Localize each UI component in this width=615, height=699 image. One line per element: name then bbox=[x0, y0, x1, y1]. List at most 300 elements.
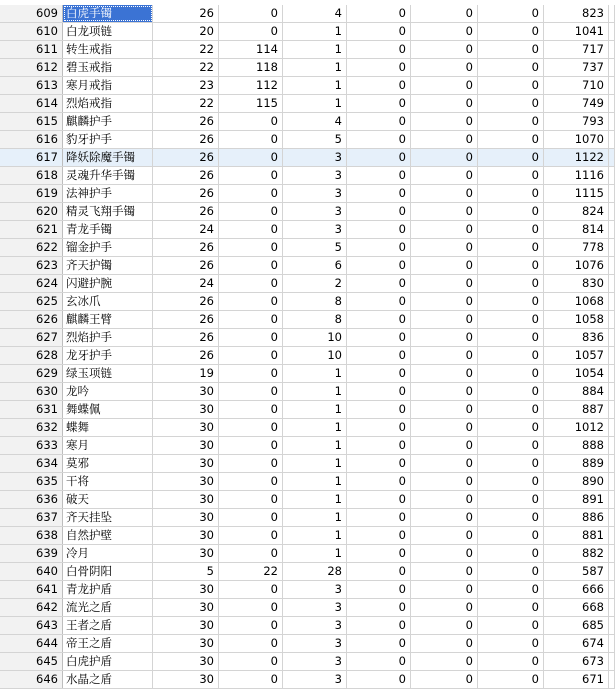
col-5-cell[interactable]: 8 bbox=[283, 311, 347, 328]
table-row[interactable] bbox=[0, 347, 615, 365]
table-row[interactable] bbox=[0, 329, 615, 347]
name-cell[interactable]: 麒麟王臂 bbox=[63, 311, 153, 328]
col-4-cell[interactable]: 0 bbox=[219, 221, 283, 238]
col-6-cell[interactable]: 0 bbox=[347, 509, 411, 526]
col-5-cell[interactable]: 1 bbox=[283, 527, 347, 544]
col-7-cell[interactable]: 0 bbox=[411, 5, 478, 22]
col-8-cell[interactable]: 0 bbox=[478, 5, 544, 22]
col-3-cell[interactable]: 26 bbox=[153, 347, 219, 364]
col-6-cell[interactable]: 0 bbox=[347, 113, 411, 130]
row-number-cell[interactable]: 615 bbox=[0, 113, 63, 130]
col-5-cell[interactable]: 8 bbox=[283, 293, 347, 310]
col-9-cell[interactable]: 830 bbox=[544, 275, 609, 292]
col-5-cell[interactable]: 4 bbox=[283, 113, 347, 130]
row-number-cell[interactable]: 637 bbox=[0, 509, 63, 526]
col-3-cell[interactable]: 26 bbox=[153, 185, 219, 202]
col-3-cell[interactable]: 20 bbox=[153, 23, 219, 40]
col-9-cell[interactable]: 824 bbox=[544, 203, 609, 220]
col-6-cell[interactable]: 0 bbox=[347, 455, 411, 472]
col-7-cell[interactable]: 0 bbox=[411, 329, 478, 346]
col-8-cell[interactable]: 0 bbox=[478, 635, 544, 652]
col-8-cell[interactable]: 0 bbox=[478, 149, 544, 166]
name-cell[interactable]: 白龙项链 bbox=[63, 23, 153, 40]
col-9-cell[interactable]: 737 bbox=[544, 59, 609, 76]
col-5-cell[interactable]: 3 bbox=[283, 653, 347, 670]
col-8-cell[interactable]: 0 bbox=[478, 509, 544, 526]
col-6-cell[interactable]: 0 bbox=[347, 365, 411, 382]
col-9-cell[interactable]: 1122 bbox=[544, 149, 609, 166]
col-6-cell[interactable]: 0 bbox=[347, 437, 411, 454]
col-3-cell[interactable]: 26 bbox=[153, 329, 219, 346]
col-8-cell[interactable]: 0 bbox=[478, 599, 544, 616]
col-6-cell[interactable]: 0 bbox=[347, 347, 411, 364]
col-3-cell[interactable]: 26 bbox=[153, 257, 219, 274]
col-5-cell[interactable]: 1 bbox=[283, 383, 347, 400]
col-8-cell[interactable]: 0 bbox=[478, 653, 544, 670]
row-number-cell[interactable]: 632 bbox=[0, 419, 63, 436]
col-7-cell[interactable]: 0 bbox=[411, 509, 478, 526]
col-8-cell[interactable]: 0 bbox=[478, 185, 544, 202]
col-5-cell[interactable]: 10 bbox=[283, 329, 347, 346]
row-number-cell[interactable]: 628 bbox=[0, 347, 63, 364]
name-cell[interactable]: 齐天护镯 bbox=[63, 257, 153, 274]
col-6-cell[interactable]: 0 bbox=[347, 185, 411, 202]
col-4-cell[interactable]: 0 bbox=[219, 293, 283, 310]
col-4-cell[interactable]: 0 bbox=[219, 167, 283, 184]
col-6-cell[interactable]: 0 bbox=[347, 545, 411, 562]
name-cell[interactable]: 青龙护盾 bbox=[63, 581, 153, 598]
col-4-cell[interactable]: 112 bbox=[219, 77, 283, 94]
col-5-cell[interactable]: 1 bbox=[283, 437, 347, 454]
col-4-cell[interactable]: 0 bbox=[219, 671, 283, 688]
name-cell[interactable]: 王者之盾 bbox=[63, 617, 153, 634]
col-3-cell[interactable]: 26 bbox=[153, 239, 219, 256]
col-9-cell[interactable]: 823 bbox=[544, 5, 609, 22]
col-8-cell[interactable]: 0 bbox=[478, 545, 544, 562]
col-5-cell[interactable]: 3 bbox=[283, 617, 347, 634]
col-3-cell[interactable]: 30 bbox=[153, 473, 219, 490]
col-4-cell[interactable]: 115 bbox=[219, 95, 283, 112]
col-9-cell[interactable]: 887 bbox=[544, 401, 609, 418]
col-8-cell[interactable]: 0 bbox=[478, 275, 544, 292]
col-8-cell[interactable]: 0 bbox=[478, 383, 544, 400]
col-3-cell[interactable]: 24 bbox=[153, 275, 219, 292]
table-row[interactable] bbox=[0, 419, 615, 437]
col-7-cell[interactable]: 0 bbox=[411, 671, 478, 688]
col-6-cell[interactable]: 0 bbox=[347, 401, 411, 418]
col-7-cell[interactable]: 0 bbox=[411, 581, 478, 598]
col-7-cell[interactable]: 0 bbox=[411, 131, 478, 148]
col-4-cell[interactable]: 0 bbox=[219, 419, 283, 436]
col-3-cell[interactable]: 30 bbox=[153, 509, 219, 526]
table-row[interactable] bbox=[0, 113, 615, 131]
name-cell[interactable]: 自然护壁 bbox=[63, 527, 153, 544]
col-4-cell[interactable]: 0 bbox=[219, 635, 283, 652]
table-row[interactable] bbox=[0, 221, 615, 239]
name-cell[interactable]: 舞蝶佩 bbox=[63, 401, 153, 418]
col-8-cell[interactable]: 0 bbox=[478, 527, 544, 544]
col-5-cell[interactable]: 1 bbox=[283, 545, 347, 562]
name-cell[interactable]: 白虎护盾 bbox=[63, 653, 153, 670]
col-6-cell[interactable]: 0 bbox=[347, 221, 411, 238]
col-8-cell[interactable]: 0 bbox=[478, 257, 544, 274]
row-number-cell[interactable]: 622 bbox=[0, 239, 63, 256]
name-cell[interactable]: 烈焰护手 bbox=[63, 329, 153, 346]
col-8-cell[interactable]: 0 bbox=[478, 95, 544, 112]
col-9-cell[interactable]: 1058 bbox=[544, 311, 609, 328]
col-4-cell[interactable]: 114 bbox=[219, 41, 283, 58]
name-cell[interactable]: 齐天挂坠 bbox=[63, 509, 153, 526]
name-cell[interactable]: 碧玉戒指 bbox=[63, 59, 153, 76]
col-6-cell[interactable]: 0 bbox=[347, 131, 411, 148]
col-3-cell[interactable]: 26 bbox=[153, 131, 219, 148]
col-9-cell[interactable]: 889 bbox=[544, 455, 609, 472]
col-5-cell[interactable]: 1 bbox=[283, 491, 347, 508]
col-9-cell[interactable]: 778 bbox=[544, 239, 609, 256]
row-number-cell[interactable]: 638 bbox=[0, 527, 63, 544]
col-5-cell[interactable]: 3 bbox=[283, 635, 347, 652]
col-4-cell[interactable]: 0 bbox=[219, 203, 283, 220]
col-6-cell[interactable]: 0 bbox=[347, 635, 411, 652]
col-8-cell[interactable]: 0 bbox=[478, 167, 544, 184]
table-row[interactable] bbox=[0, 455, 615, 473]
col-7-cell[interactable]: 0 bbox=[411, 617, 478, 634]
col-3-cell[interactable]: 5 bbox=[153, 563, 219, 580]
name-cell[interactable]: 转生戒指 bbox=[63, 41, 153, 58]
name-cell[interactable]: 闪避护腕 bbox=[63, 275, 153, 292]
col-8-cell[interactable]: 0 bbox=[478, 23, 544, 40]
col-3-cell[interactable]: 24 bbox=[153, 221, 219, 238]
col-9-cell[interactable]: 666 bbox=[544, 581, 609, 598]
col-5-cell[interactable]: 3 bbox=[283, 599, 347, 616]
col-8-cell[interactable]: 0 bbox=[478, 77, 544, 94]
col-9-cell[interactable]: 1057 bbox=[544, 347, 609, 364]
name-cell[interactable]: 莫邪 bbox=[63, 455, 153, 472]
col-4-cell[interactable]: 0 bbox=[219, 185, 283, 202]
col-8-cell[interactable]: 0 bbox=[478, 563, 544, 580]
row-number-cell[interactable]: 630 bbox=[0, 383, 63, 400]
col-7-cell[interactable]: 0 bbox=[411, 23, 478, 40]
row-number-cell[interactable]: 629 bbox=[0, 365, 63, 382]
col-7-cell[interactable]: 0 bbox=[411, 473, 478, 490]
name-cell[interactable]: 破天 bbox=[63, 491, 153, 508]
col-9-cell[interactable]: 884 bbox=[544, 383, 609, 400]
col-7-cell[interactable]: 0 bbox=[411, 275, 478, 292]
col-6-cell[interactable]: 0 bbox=[347, 293, 411, 310]
table-row[interactable] bbox=[0, 545, 615, 563]
col-5-cell[interactable]: 3 bbox=[283, 185, 347, 202]
col-7-cell[interactable]: 0 bbox=[411, 599, 478, 616]
name-cell[interactable]: 降妖除魔手镯 bbox=[63, 149, 153, 166]
col-7-cell[interactable]: 0 bbox=[411, 167, 478, 184]
col-5-cell[interactable]: 3 bbox=[283, 149, 347, 166]
col-9-cell[interactable]: 882 bbox=[544, 545, 609, 562]
table-row[interactable] bbox=[0, 401, 615, 419]
col-6-cell[interactable]: 0 bbox=[347, 473, 411, 490]
row-number-cell[interactable]: 612 bbox=[0, 59, 63, 76]
col-3-cell[interactable]: 30 bbox=[153, 581, 219, 598]
table-row[interactable] bbox=[0, 293, 615, 311]
name-cell[interactable]: 冷月 bbox=[63, 545, 153, 562]
col-3-cell[interactable]: 30 bbox=[153, 617, 219, 634]
col-9-cell[interactable]: 1115 bbox=[544, 185, 609, 202]
col-7-cell[interactable]: 0 bbox=[411, 437, 478, 454]
col-3-cell[interactable]: 30 bbox=[153, 599, 219, 616]
table-row[interactable] bbox=[0, 59, 615, 77]
table-row[interactable] bbox=[0, 95, 615, 113]
col-6-cell[interactable]: 0 bbox=[347, 599, 411, 616]
col-3-cell[interactable]: 30 bbox=[153, 491, 219, 508]
col-4-cell[interactable]: 0 bbox=[219, 437, 283, 454]
col-9-cell[interactable]: 685 bbox=[544, 617, 609, 634]
col-5-cell[interactable]: 1 bbox=[283, 365, 347, 382]
table-row[interactable] bbox=[0, 365, 615, 383]
col-7-cell[interactable]: 0 bbox=[411, 365, 478, 382]
col-6-cell[interactable]: 0 bbox=[347, 149, 411, 166]
col-5-cell[interactable]: 1 bbox=[283, 401, 347, 418]
col-9-cell[interactable]: 717 bbox=[544, 41, 609, 58]
col-9-cell[interactable]: 1076 bbox=[544, 257, 609, 274]
row-number-cell[interactable]: 611 bbox=[0, 41, 63, 58]
table-row[interactable] bbox=[0, 617, 615, 635]
col-7-cell[interactable]: 0 bbox=[411, 185, 478, 202]
col-4-cell[interactable]: 0 bbox=[219, 365, 283, 382]
col-5-cell[interactable]: 5 bbox=[283, 239, 347, 256]
name-cell[interactable]: 水晶之盾 bbox=[63, 671, 153, 688]
col-3-cell[interactable]: 30 bbox=[153, 653, 219, 670]
col-4-cell[interactable]: 0 bbox=[219, 275, 283, 292]
col-6-cell[interactable]: 0 bbox=[347, 383, 411, 400]
col-5-cell[interactable]: 1 bbox=[283, 23, 347, 40]
col-7-cell[interactable]: 0 bbox=[411, 455, 478, 472]
col-4-cell[interactable]: 0 bbox=[219, 5, 283, 22]
col-9-cell[interactable]: 1041 bbox=[544, 23, 609, 40]
col-7-cell[interactable]: 0 bbox=[411, 41, 478, 58]
table-row[interactable] bbox=[0, 239, 615, 257]
col-6-cell[interactable]: 0 bbox=[347, 203, 411, 220]
name-cell[interactable]: 麒麟护手 bbox=[63, 113, 153, 130]
col-5-cell[interactable]: 3 bbox=[283, 671, 347, 688]
table-row[interactable] bbox=[0, 41, 615, 59]
row-number-cell[interactable]: 621 bbox=[0, 221, 63, 238]
col-7-cell[interactable]: 0 bbox=[411, 563, 478, 580]
col-9-cell[interactable]: 814 bbox=[544, 221, 609, 238]
row-number-cell[interactable]: 625 bbox=[0, 293, 63, 310]
col-4-cell[interactable]: 0 bbox=[219, 401, 283, 418]
col-5-cell[interactable]: 3 bbox=[283, 581, 347, 598]
col-5-cell[interactable]: 1 bbox=[283, 77, 347, 94]
col-6-cell[interactable]: 0 bbox=[347, 239, 411, 256]
col-6-cell[interactable]: 0 bbox=[347, 275, 411, 292]
name-cell[interactable]: 灵魂升华手镯 bbox=[63, 167, 153, 184]
col-4-cell[interactable]: 0 bbox=[219, 329, 283, 346]
col-5-cell[interactable]: 3 bbox=[283, 221, 347, 238]
row-number-cell[interactable]: 610 bbox=[0, 23, 63, 40]
col-8-cell[interactable]: 0 bbox=[478, 113, 544, 130]
col-6-cell[interactable]: 0 bbox=[347, 77, 411, 94]
name-cell[interactable]: 玄冰爪 bbox=[63, 293, 153, 310]
table-row[interactable] bbox=[0, 635, 615, 653]
col-4-cell[interactable]: 22 bbox=[219, 563, 283, 580]
col-6-cell[interactable]: 0 bbox=[347, 653, 411, 670]
col-4-cell[interactable]: 0 bbox=[219, 617, 283, 634]
name-cell[interactable]: 蝶舞 bbox=[63, 419, 153, 436]
table-row[interactable] bbox=[0, 23, 615, 41]
col-6-cell[interactable]: 0 bbox=[347, 59, 411, 76]
col-3-cell[interactable]: 30 bbox=[153, 635, 219, 652]
row-number-cell[interactable]: 631 bbox=[0, 401, 63, 418]
col-5-cell[interactable]: 1 bbox=[283, 419, 347, 436]
col-9-cell[interactable]: 668 bbox=[544, 599, 609, 616]
col-7-cell[interactable]: 0 bbox=[411, 347, 478, 364]
col-7-cell[interactable]: 0 bbox=[411, 203, 478, 220]
name-cell[interactable]: 绿玉项链 bbox=[63, 365, 153, 382]
col-8-cell[interactable]: 0 bbox=[478, 581, 544, 598]
col-3-cell[interactable]: 30 bbox=[153, 419, 219, 436]
col-9-cell[interactable]: 886 bbox=[544, 509, 609, 526]
col-6-cell[interactable]: 0 bbox=[347, 563, 411, 580]
col-8-cell[interactable]: 0 bbox=[478, 365, 544, 382]
col-5-cell[interactable]: 2 bbox=[283, 275, 347, 292]
col-3-cell[interactable]: 19 bbox=[153, 365, 219, 382]
name-cell[interactable]: 镏金护手 bbox=[63, 239, 153, 256]
col-8-cell[interactable]: 0 bbox=[478, 239, 544, 256]
table-row[interactable] bbox=[0, 149, 615, 167]
col-8-cell[interactable]: 0 bbox=[478, 455, 544, 472]
table-row[interactable] bbox=[0, 599, 615, 617]
name-cell[interactable]: 精灵飞翔手镯 bbox=[63, 203, 153, 220]
col-6-cell[interactable]: 0 bbox=[347, 671, 411, 688]
col-8-cell[interactable]: 0 bbox=[478, 329, 544, 346]
col-8-cell[interactable]: 0 bbox=[478, 473, 544, 490]
col-8-cell[interactable]: 0 bbox=[478, 203, 544, 220]
name-cell[interactable]: 龙牙护手 bbox=[63, 347, 153, 364]
col-4-cell[interactable]: 0 bbox=[219, 527, 283, 544]
col-7-cell[interactable]: 0 bbox=[411, 419, 478, 436]
col-8-cell[interactable]: 0 bbox=[478, 221, 544, 238]
col-9-cell[interactable]: 1068 bbox=[544, 293, 609, 310]
col-4-cell[interactable]: 0 bbox=[219, 239, 283, 256]
col-7-cell[interactable]: 0 bbox=[411, 383, 478, 400]
row-number-cell[interactable]: 641 bbox=[0, 581, 63, 598]
col-3-cell[interactable]: 26 bbox=[153, 167, 219, 184]
col-5-cell[interactable]: 28 bbox=[283, 563, 347, 580]
col-8-cell[interactable]: 0 bbox=[478, 671, 544, 688]
row-number-cell[interactable]: 609 bbox=[0, 5, 63, 22]
col-6-cell[interactable]: 0 bbox=[347, 419, 411, 436]
table-row[interactable] bbox=[0, 473, 615, 491]
name-cell[interactable]: 干将 bbox=[63, 473, 153, 490]
row-number-cell[interactable]: 639 bbox=[0, 545, 63, 562]
col-3-cell[interactable]: 30 bbox=[153, 545, 219, 562]
col-9-cell[interactable]: 671 bbox=[544, 671, 609, 688]
col-3-cell[interactable]: 30 bbox=[153, 455, 219, 472]
table-row[interactable] bbox=[0, 275, 615, 293]
col-3-cell[interactable]: 26 bbox=[153, 149, 219, 166]
row-number-cell[interactable]: 643 bbox=[0, 617, 63, 634]
row-number-cell[interactable]: 634 bbox=[0, 455, 63, 472]
table-row[interactable] bbox=[0, 581, 615, 599]
table-row[interactable] bbox=[0, 311, 615, 329]
name-cell[interactable]: 龙吟 bbox=[63, 383, 153, 400]
row-number-cell[interactable]: 626 bbox=[0, 311, 63, 328]
col-5-cell[interactable]: 1 bbox=[283, 473, 347, 490]
col-8-cell[interactable]: 0 bbox=[478, 491, 544, 508]
name-cell[interactable]: 烈焰戒指 bbox=[63, 95, 153, 112]
col-4-cell[interactable]: 0 bbox=[219, 491, 283, 508]
name-cell[interactable]: 白骨阴阳 bbox=[63, 563, 153, 580]
col-5-cell[interactable]: 6 bbox=[283, 257, 347, 274]
row-number-cell[interactable]: 620 bbox=[0, 203, 63, 220]
col-5-cell[interactable]: 1 bbox=[283, 41, 347, 58]
col-4-cell[interactable]: 0 bbox=[219, 257, 283, 274]
name-cell[interactable]: 寒月戒指 bbox=[63, 77, 153, 94]
col-4-cell[interactable]: 0 bbox=[219, 509, 283, 526]
col-4-cell[interactable]: 0 bbox=[219, 545, 283, 562]
table-row[interactable] bbox=[0, 185, 615, 203]
col-4-cell[interactable]: 0 bbox=[219, 149, 283, 166]
col-9-cell[interactable]: 836 bbox=[544, 329, 609, 346]
table-row[interactable] bbox=[0, 527, 615, 545]
col-6-cell[interactable]: 0 bbox=[347, 41, 411, 58]
col-4-cell[interactable]: 0 bbox=[219, 311, 283, 328]
col-9-cell[interactable]: 1054 bbox=[544, 365, 609, 382]
row-number-cell[interactable]: 627 bbox=[0, 329, 63, 346]
table-row[interactable] bbox=[0, 77, 615, 95]
col-8-cell[interactable]: 0 bbox=[478, 347, 544, 364]
col-3-cell[interactable]: 22 bbox=[153, 95, 219, 112]
col-7-cell[interactable]: 0 bbox=[411, 293, 478, 310]
col-8-cell[interactable]: 0 bbox=[478, 131, 544, 148]
name-cell[interactable]: 流光之盾 bbox=[63, 599, 153, 616]
row-number-cell[interactable]: 613 bbox=[0, 77, 63, 94]
col-7-cell[interactable]: 0 bbox=[411, 59, 478, 76]
col-7-cell[interactable]: 0 bbox=[411, 113, 478, 130]
col-8-cell[interactable]: 0 bbox=[478, 293, 544, 310]
row-number-cell[interactable]: 640 bbox=[0, 563, 63, 580]
name-cell[interactable]: 法神护手 bbox=[63, 185, 153, 202]
col-3-cell[interactable]: 30 bbox=[153, 437, 219, 454]
table-row[interactable] bbox=[0, 203, 615, 221]
col-6-cell[interactable]: 0 bbox=[347, 167, 411, 184]
col-5-cell[interactable]: 1 bbox=[283, 95, 347, 112]
col-7-cell[interactable]: 0 bbox=[411, 653, 478, 670]
row-number-cell[interactable]: 635 bbox=[0, 473, 63, 490]
col-5-cell[interactable]: 3 bbox=[283, 167, 347, 184]
table-row[interactable] bbox=[0, 5, 615, 23]
col-3-cell[interactable]: 23 bbox=[153, 77, 219, 94]
col-3-cell[interactable]: 30 bbox=[153, 383, 219, 400]
col-4-cell[interactable]: 0 bbox=[219, 581, 283, 598]
col-4-cell[interactable]: 0 bbox=[219, 113, 283, 130]
col-3-cell[interactable]: 26 bbox=[153, 113, 219, 130]
col-6-cell[interactable]: 0 bbox=[347, 311, 411, 328]
name-cell[interactable]: 帝王之盾 bbox=[63, 635, 153, 652]
col-8-cell[interactable]: 0 bbox=[478, 41, 544, 58]
name-cell[interactable]: 白虎手镯 bbox=[63, 5, 153, 22]
table-row[interactable] bbox=[0, 671, 615, 689]
col-7-cell[interactable]: 0 bbox=[411, 401, 478, 418]
col-6-cell[interactable]: 0 bbox=[347, 491, 411, 508]
col-9-cell[interactable]: 1070 bbox=[544, 131, 609, 148]
col-3-cell[interactable]: 26 bbox=[153, 293, 219, 310]
col-6-cell[interactable]: 0 bbox=[347, 5, 411, 22]
row-number-cell[interactable]: 624 bbox=[0, 275, 63, 292]
row-number-cell[interactable]: 616 bbox=[0, 131, 63, 148]
col-7-cell[interactable]: 0 bbox=[411, 527, 478, 544]
table-row[interactable] bbox=[0, 509, 615, 527]
col-7-cell[interactable]: 0 bbox=[411, 221, 478, 238]
